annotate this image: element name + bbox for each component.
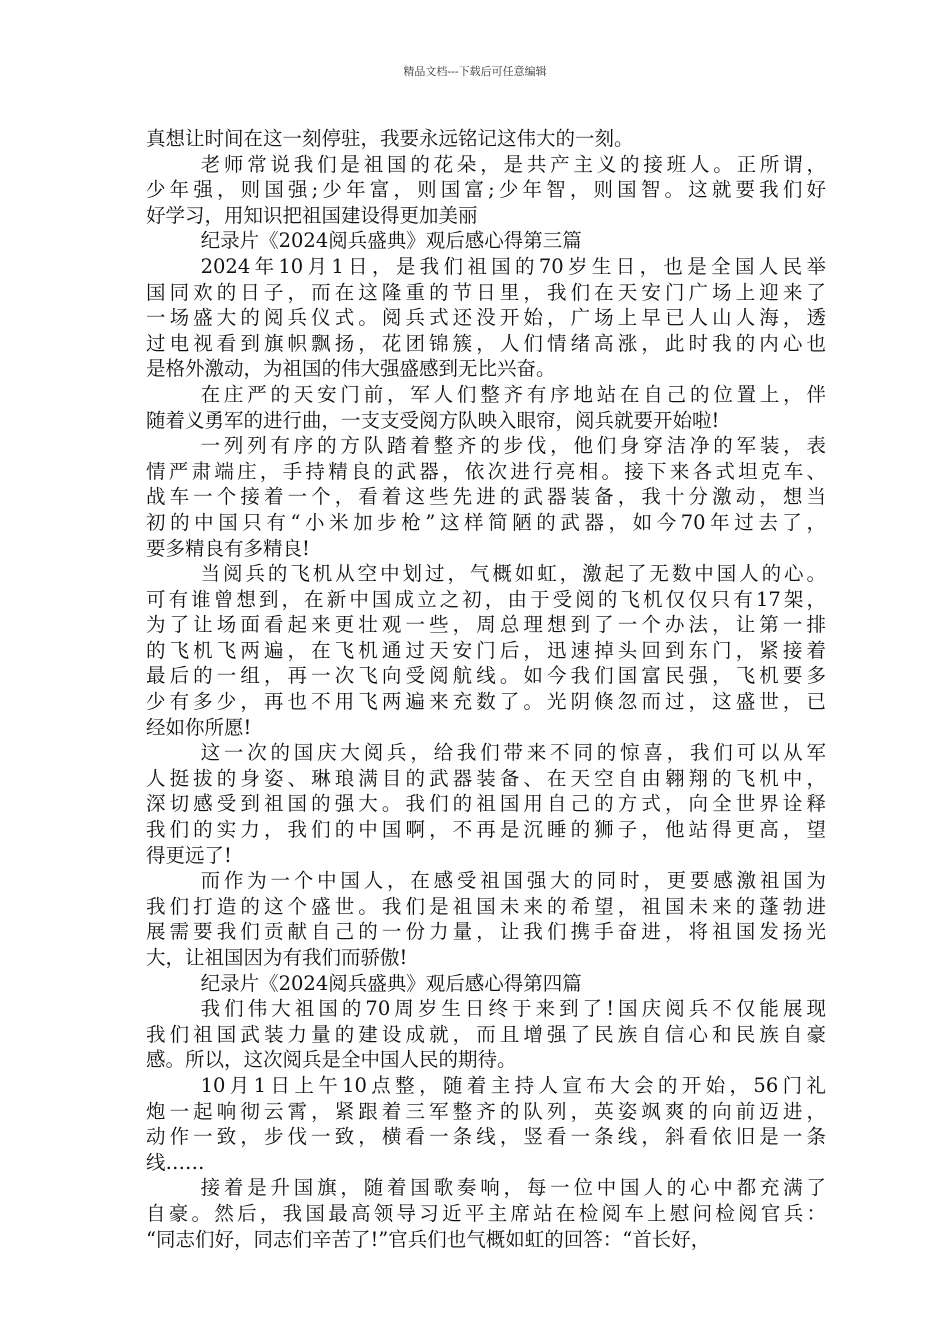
- text-line: 情严肃端庄，手持精良的武器，依次进行亮相。接下来各式坦克车、: [146, 459, 826, 483]
- text-line: 大，让祖国因为有我们而骄傲!: [146, 946, 408, 969]
- text-line: 这一次的国庆大阅兵，给我们带来不同的惊喜，我们可以从军: [200, 741, 826, 765]
- text-line: 而作为一个中国人，在感受祖国强大的同时，更要感激祖国为: [200, 869, 826, 893]
- paragraph: [146, 561, 826, 740]
- text-line: 初的中国只有“小米加步枪”这样简陋的武器，如今70年过去了，: [146, 510, 826, 534]
- paragraph: [146, 1175, 826, 1252]
- paragraph: [146, 868, 826, 970]
- text-line: 过电视看到旗帜飘扬，花团锦簇，人们情绪高涨，此时我的内心也: [146, 331, 826, 355]
- text-line: 是格外激动，为祖国的伟大强盛感到无比兴奋。: [146, 357, 556, 381]
- text-line: 展需要我们贡献自己的一份力量，让我们携手奋进，将祖国发扬光: [146, 920, 826, 944]
- text-line: 当阅兵的飞机从空中划过，气概如虹，激起了无数中国人的心。: [200, 562, 826, 586]
- section-heading: [146, 228, 826, 254]
- text-line: 经如你所愿!: [146, 715, 252, 739]
- text-line: 我们打造的这个盛世。我们是祖国未来的希望，祖国未来的蓬勃进: [146, 894, 826, 918]
- text-line: 最后的一组，再一次飞向受阅航线。如今我们国富民强，飞机要多: [146, 664, 826, 688]
- text-line: 我们的实力，我们的中国啊，不再是沉睡的狮子，他站得更高，望: [146, 818, 826, 842]
- paragraph: [146, 254, 826, 382]
- text-line: 随着义勇军的进行曲，一支支受阅方队映入眼帘，阅兵就要开始啦!: [146, 408, 720, 432]
- text-line: 自豪。然后，我国最高领导习近平主席站在检阅车上慰问检阅官兵：: [146, 1201, 826, 1225]
- text-line: 得更远了!: [146, 843, 232, 867]
- text-line: 人挺拔的身姿、琳琅满目的武器装备、在天空自由翱翔的飞机中，: [146, 766, 826, 790]
- paragraph: [146, 126, 826, 152]
- text-line: 深切感受到祖国的强大。我们的祖国用自己的方式，向全世界诠释: [146, 792, 826, 816]
- document-body: [146, 126, 826, 1252]
- text-line: 动作一致，步伐一致，横看一条线，竖看一条线，斜看依旧是一条: [146, 1125, 826, 1149]
- section-heading: [146, 971, 826, 997]
- text-line: 一列列有序的方队踏着整齐的步伐，他们身穿洁净的军装，表: [200, 434, 826, 458]
- paragraph: [146, 382, 826, 433]
- text-line: 的飞机飞两遍，在飞机通过天安门后，迅速掉头回到东门，紧接着: [146, 638, 826, 662]
- text-line: 10月1日上午10点整，随着主持人宣布大会的开始，56门礼: [200, 1073, 826, 1097]
- text-line: 炮一起响彻云霄，紧跟着三军整齐的队列，英姿飒爽的向前迈进，: [146, 1099, 826, 1123]
- paragraph: [146, 152, 826, 229]
- text-line: 2024年10月1日，是我们祖国的70岁生日，也是全国人民举: [200, 254, 826, 278]
- text-line: 要多精良有多精良!: [146, 536, 310, 560]
- paragraph: [146, 996, 826, 1073]
- text-line: 纪录片《2024阅兵盛典》观后感心得第四篇: [200, 971, 582, 995]
- text-line: 线……: [146, 1150, 205, 1174]
- paragraph: [146, 740, 826, 868]
- text-line: 国同欢的日子，而在这隆重的节日里，我们在天安门广场上迎来了: [146, 280, 826, 304]
- paragraph: [146, 433, 826, 561]
- text-line: 好学习，用知识把祖国建设得更加美丽: [146, 203, 478, 227]
- text-line: 真想让时间在这一刻停驻，我要永远铭记这伟大的一刻。: [146, 127, 634, 150]
- paragraph: [146, 1073, 826, 1175]
- page-header: 精品文档---下载后可任意编辑: [403, 65, 547, 78]
- text-line: 老师常说我们是祖国的花朵，是共产主义的接班人。正所谓，: [200, 152, 826, 176]
- text-line: 可有谁曾想到，在新中国成立之初，由于受阅的飞机仅仅只有17架，: [146, 587, 826, 611]
- text-line: 我们伟大祖国的70周岁生日终于来到了!国庆阅兵不仅能展现: [200, 997, 826, 1021]
- text-line: 感。所以，这次阅兵是全中国人民的期待。: [146, 1048, 517, 1072]
- text-line: 少有多少，再也不用飞两遍来充数了。光阴倏忽而过，这盛世，已: [146, 690, 826, 714]
- text-line: 一场盛大的阅兵仪式。阅兵式还没开始，广场上早已人山人海，透: [146, 306, 826, 330]
- text-line: 为了让场面看起来更壮观一些，周总理想到了一个办法，让第一排: [146, 613, 826, 637]
- text-line: 在庄严的天安门前，军人们整齐有序地站在自己的位置上，伴: [200, 382, 826, 406]
- text-line: 战车一个接着一个，看着这些先进的武器装备，我十分激动，想当: [146, 485, 826, 509]
- text-line: 我们祖国武装力量的建设成就，而且增强了民族自信心和民族自豪: [146, 1022, 826, 1046]
- text-line: 少年强，则国强;少年富，则国富;少年智，则国智。这就要我们好: [146, 178, 826, 202]
- text-line: 纪录片《2024阅兵盛典》观后感心得第三篇: [200, 229, 582, 253]
- text-line: “同志们好，同志们辛苦了!”官兵们也气概如虹的回答：“首长好，: [146, 1227, 711, 1251]
- text-line: 接着是升国旗，随着国歌奏响，每一位中国人的心中都充满了: [200, 1176, 826, 1200]
